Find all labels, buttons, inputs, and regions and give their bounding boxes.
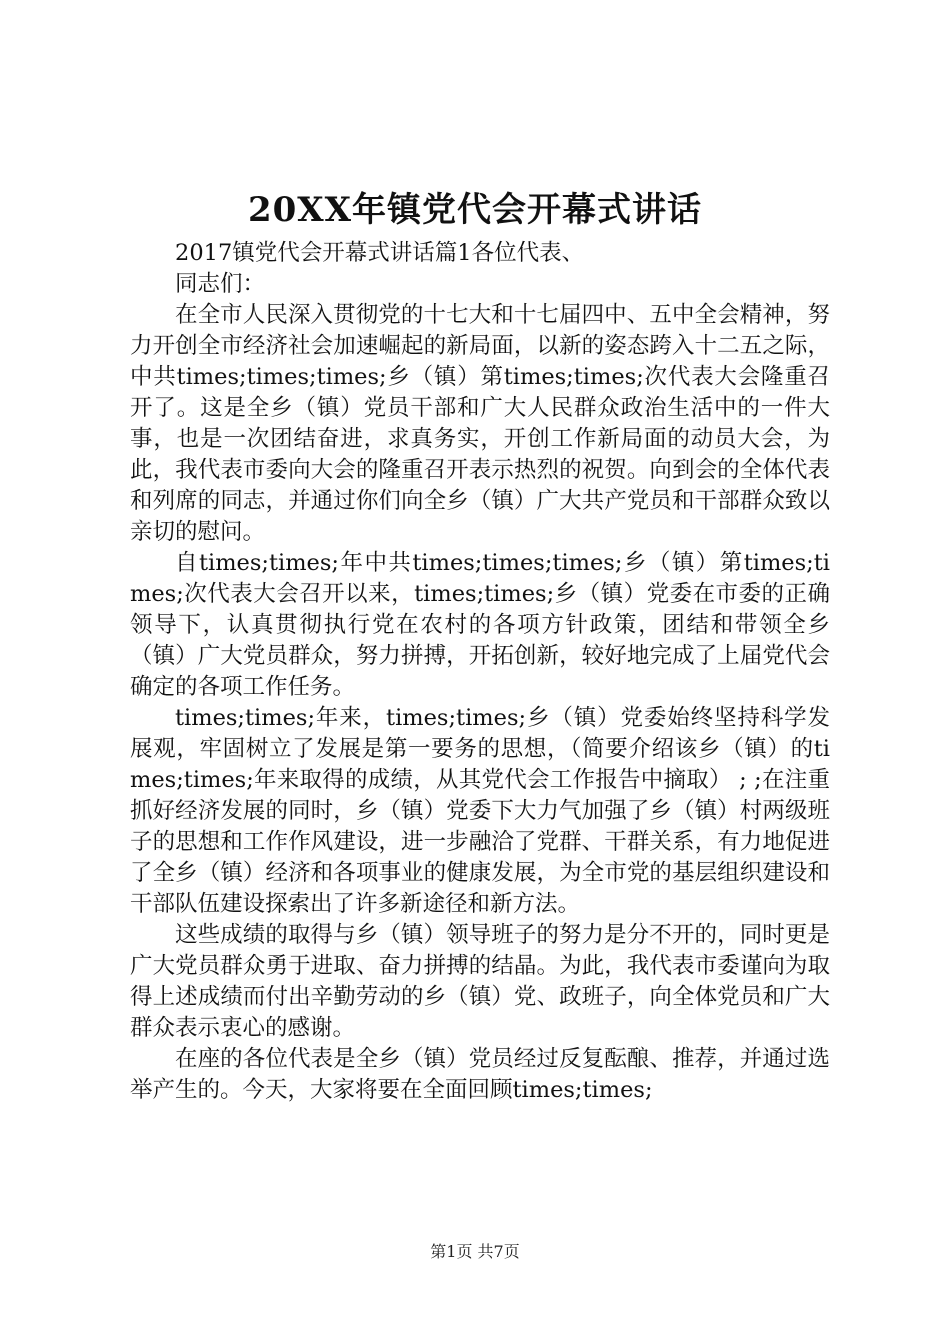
paragraph: 在全市人民深入贯彻党的十七大和十七届四中、五中全会精神，努力开创全市经济社会加速崛起的新局面，以新的姿态跨入十二五之际，中共times;times;times;乡（镇）第times;times;次代表大会隆重召开了。这是全乡（镇）党员干部和广大人民群众政治生活中的一件大事，也是一次团结奋进，求真务实，开创工作新局面的动员大会，为此，我代表市委向大会的隆重召开表示热烈的祝贺。向到会的全体代表和列席的同志，并通过你们向全乡（镇）广大共产党员和干部群众致以亲切的慰问。 [130,302,830,545]
paragraph: 在座的各位代表是全乡（镇）党员经过反复酝酿、推荐，并通过选举产生的。今天，大家将要在全面回顾times;times; [130,1046,830,1103]
paragraph: times;times;年来，times;times;乡（镇）党委始终坚持科学发展观，牢固树立了发展是第一要务的思想，（简要介绍该乡（镇）的times;times;年来取得的成绩，从其党代会工作报告中摘取） ; ;在注重抓好经济发展的同时，乡（镇）党委下大力气加强了乡（镇）村两级班子的思想和工作作风建设，进一步融洽了党群、干群关系，有力地促进了全乡（镇）经济和各项事业的健康发展，为全市党的基层组织建设和干部队伍建设探索出了许多新途径和新方法。 [130,705,830,917]
paragraph: 自times;times;年中共times;times;times;乡（镇）第times;times;次代表大会召开以来，times;times;乡（镇）党委在市委的正确领导下，认真贯彻执行党在农村的各项方针政策，团结和带领全乡（镇）广大党员群众，努力拼搏，开拓创新，较好地完成了上届党代会确定的各项工作任务。 [130,550,830,700]
salutation: 同志们： [175,271,266,297]
opening-line: 2017镇党代会开幕式讲话篇1各位代表、 [175,240,585,266]
document-body [130,238,830,1106]
page-number-footer: 第1页 共7页 [430,1242,520,1261]
paragraph: 这些成绩的取得与乡（镇）领导班子的努力是分不开的，同时更是广大党员群众勇于进取、奋力拼搏的结晶。为此，我代表市委谨向为取得上述成绩而付出辛勤劳动的乡（镇）党、政班子，向全体党员和广大群众表示衷心的感谢。 [130,922,830,1041]
document-title: 20XX年镇党代会开幕式讲话 [247,190,703,230]
